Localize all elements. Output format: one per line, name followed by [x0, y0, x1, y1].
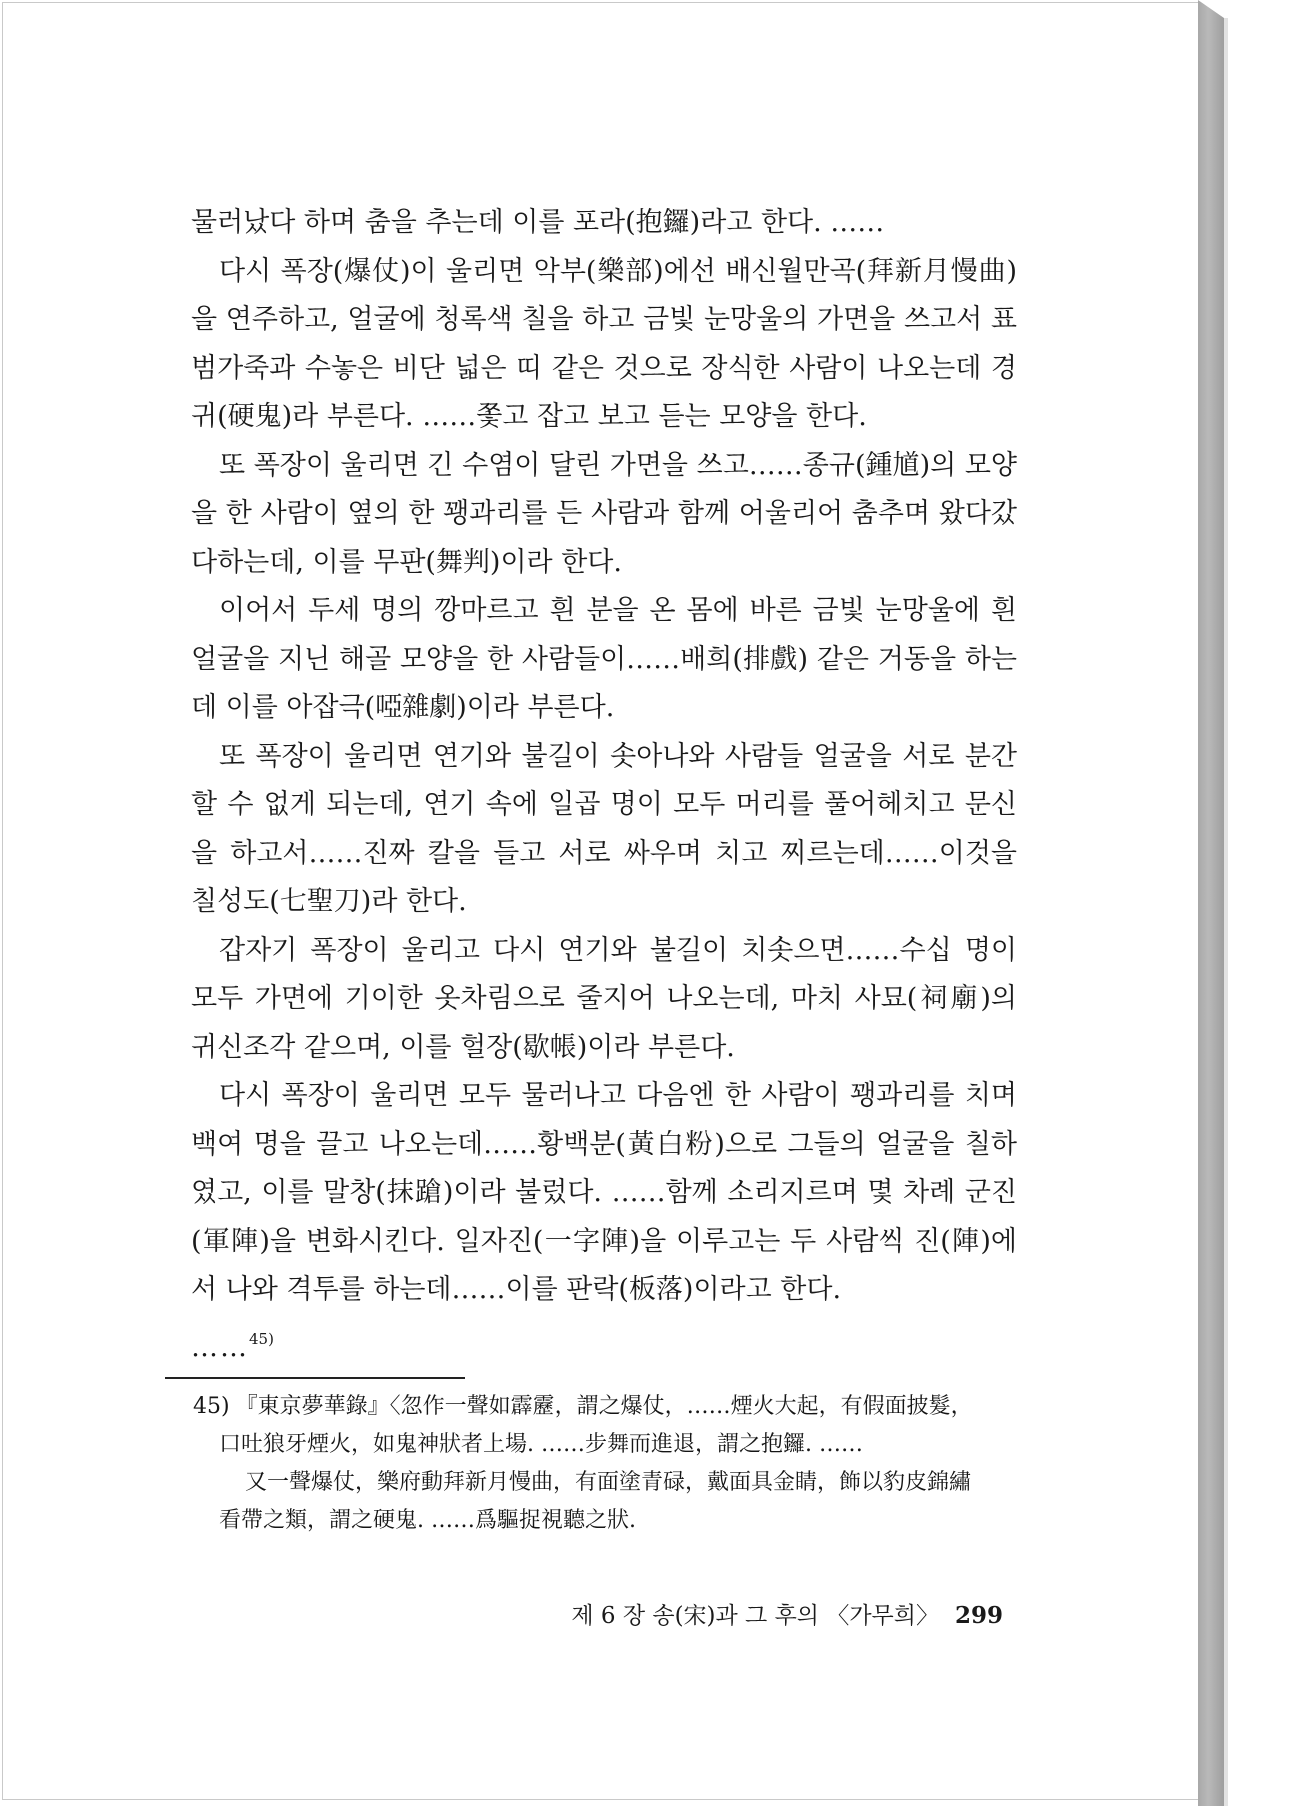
footnote-line-1 [193, 1388, 1023, 1426]
page-stack-edge [1198, 0, 1224, 1806]
footnote-number: 45) [193, 1394, 230, 1419]
paragraph-4: 이어서 두세 명의 깡마르고 흰 분을 온 몸에 바른 금빛 눈망울에 흰 얼굴을 지닌 해골 모양을 한 사람들이……배희(排戲) 같은 거동을 하는데 이를 아잡극(啞雜劇)이라 부른다. [191, 595, 1017, 723]
footnote-line-3: 又一聲爆仗，樂府動拜新月慢曲，有面塗青碌，戴面具金睛，飾以豹皮錦繡 [245, 1470, 972, 1495]
closing-ellipsis: …… [191, 1331, 249, 1363]
footnote-45 [193, 1388, 1023, 1540]
footnote-text-1: 『東京夢華錄』〈忽作一聲如霹靂，謂之爆仗，……煙火大起，有假面披髮， [235, 1394, 973, 1419]
paragraph-1: 물러났다 하며 춤을 추는데 이를 포라(抱鑼)라고 한다. …… [191, 207, 885, 238]
paragraph-6: 갑자기 폭장이 울리고 다시 연기와 불길이 치솟으면……수십 명이 모두 가면에 기이한 옷차림으로 줄지어 나오는데, 마치 사묘(祠廟)의 귀신조각 같으며, 이를 헐장(歇帳)이라 부른다. [191, 934, 1017, 1063]
page-number: 299 [954, 1602, 1003, 1629]
body-text [191, 199, 1017, 1372]
footnote-divider [165, 1377, 465, 1379]
book-page [2, 2, 1200, 1800]
footnote-line-2: 口吐狼牙煙火，如鬼神狀者上場. ……步舞而進退，謂之抱鑼. …… [219, 1432, 863, 1457]
page-edge-shadow [1224, 18, 1228, 1806]
closing-ellipsis-line [191, 1315, 1017, 1373]
chapter-title: 제 6 장 송(宋)과 그 후의 〈가무희〉 [571, 1603, 939, 1629]
footnote-reference[interactable]: 45) [249, 1329, 274, 1348]
running-footer [493, 1597, 1003, 1630]
paragraph-5: 또 폭장이 울리면 연기와 불길이 솟아나와 사람들 얼굴을 서로 분간할 수 없게 되는데, 연기 속에 일곱 명이 모두 머리를 풀어헤치고 문신을 하고서……진짜 칼을 들고 서로 싸우며 치고 찌르는데……이것을 칠성도(七聖刀)라 한다. [191, 740, 1017, 917]
paragraph-2: 다시 폭장(爆仗)이 울리면 악부(樂部)에선 배신월만곡(拜新月慢曲)을 연주하고, 얼굴에 청록색 칠을 하고 금빛 눈망울의 가면을 쓰고서 표범가죽과 수놓은 비단 넓은 띠 같은 것으로 장식한 사람이 나오는데 경귀(硬鬼)라 부른다. ……쫓고 잡고 보고 듣는 모양을 한다. [191, 255, 1017, 432]
paragraph-3: 또 폭장이 울리면 긴 수염이 달린 가면을 쓰고……종규(鍾馗)의 모양을 한 사람이 옆의 한 꽹과리를 든 사람과 함께 어울리어 춤추며 왔다갔다하는데, 이를 무판(舞判)이라 한다. [191, 449, 1017, 578]
footnote-line-4: 看帶之類，謂之硬鬼. ……爲驅捉視聽之狀. [219, 1508, 636, 1533]
paragraph-7: 다시 폭장이 울리면 모두 물러나고 다음엔 한 사람이 꽹과리를 치며 백여 명을 끌고 나오는데……황백분(黃白粉)으로 그들의 얼굴을 칠하였고, 이를 말창(抹蹌)이라 불렀다. ……함께 소리지르며 몇 차례 군진(軍陣)을 변화시킨다. 일자진(一字陣)을 이루고는 두 사람씩 진(陣)에서 나와 격투를 하는데……이를 판락(板落)이라고 한다. [191, 1080, 1017, 1305]
